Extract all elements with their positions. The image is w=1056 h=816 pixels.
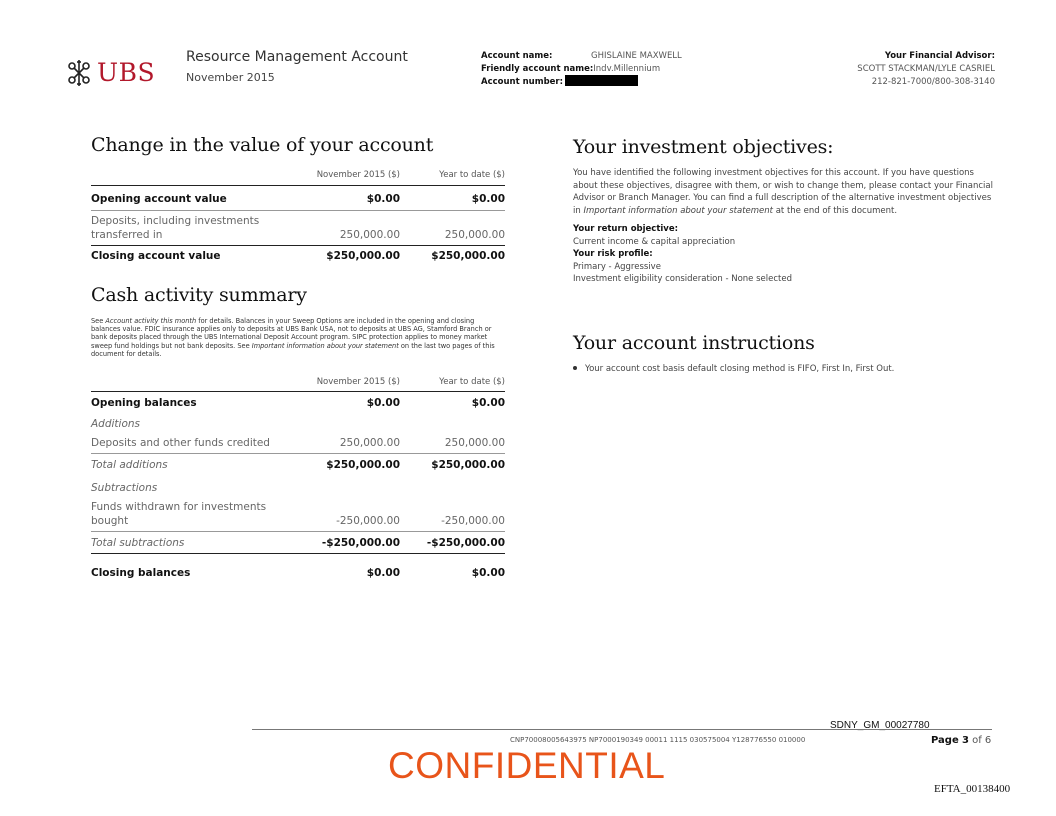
bullet-icon: [573, 366, 577, 370]
confidential-stamp: CONFIDENTIAL: [388, 745, 666, 786]
financial-advisor: [857, 50, 995, 89]
row-month: 250,000.00: [339, 437, 400, 449]
change-value-heading: Change in the value of your account: [91, 134, 434, 156]
row-label: Deposits and other funds credited: [91, 437, 270, 449]
col-header-month: November 2015 ($): [316, 170, 400, 180]
row-label: Subtractions: [91, 482, 158, 494]
efta-number: EFTA_00138400: [934, 783, 1011, 795]
note-text: for details. Balances in your Sweep Options are included in the opening and closing balances value. FDIC insurance applies only to deposits at UBS Bank USA, not to deposits at UBS AG, Stamford Branch or bank deposits placed through the UBS International Deposit Account program. SIPC protection applies to money market sweep fund holdings but not bank deposits. See: [91, 317, 492, 350]
eligibility-consideration: Investment eligibility consideration - None selected: [573, 274, 792, 284]
objectives-paragraph: [573, 167, 993, 217]
paragraph-text: You have identified the following investment objectives for this account. If you have questions about these objectives, disagree with them, or wish to change them, please contact your Financial Advisor or Branch Manager. You can find a full description of the alternative investment objectives in: [573, 168, 993, 216]
row-month: $0.00: [366, 193, 400, 205]
row-month: 250,000.00: [339, 229, 400, 241]
list-item: [573, 364, 894, 374]
cash-activity-heading: Cash activity summary: [91, 284, 307, 306]
row-label: transferred in: [91, 229, 163, 241]
col-header-month: November 2015 ($): [316, 377, 400, 387]
page-number: [931, 735, 991, 746]
instruction-text: Your account cost basis default closing method is FIFO, First In, First Out.: [585, 364, 895, 374]
return-objective-label: Your return objective:: [573, 224, 679, 234]
note-text: on the last two pages of this document for details.: [91, 341, 495, 358]
col-header-ytd: Year to date ($): [439, 170, 505, 180]
row-ytd: 250,000.00: [444, 229, 505, 241]
row-label: Total additions: [91, 459, 168, 471]
divider: [91, 531, 505, 532]
advisor-label: Your Financial Advisor:: [884, 51, 995, 61]
divider: [91, 453, 505, 454]
investment-objectives-heading: Your investment objectives:: [573, 136, 834, 158]
page-total: 6: [984, 735, 992, 746]
page-label: Page: [931, 735, 959, 746]
divider: [91, 245, 505, 246]
risk-profile-label: Your risk profile:: [573, 249, 653, 259]
bates-number: SDNY_GM_00027780: [830, 720, 930, 731]
divider: [91, 553, 505, 554]
row-label: Additions: [91, 418, 141, 430]
return-objective-value: Current income & capital appreciation: [573, 236, 736, 247]
account-name: GHISLAINE MAXWELL: [591, 51, 682, 61]
paragraph-reference: Important information about your statement: [583, 205, 774, 216]
divider: [91, 210, 505, 211]
account-name-label: Account name:: [481, 51, 553, 61]
row-month: -$250,000.00: [321, 537, 400, 549]
row-label: Closing account value: [91, 250, 221, 262]
row-month: $0.00: [366, 397, 400, 409]
row-label: Deposits, including investments: [91, 215, 260, 227]
row-ytd: -$250,000.00: [426, 537, 505, 549]
note-reference: Account activity this month: [105, 317, 197, 325]
keys-icon: [63, 57, 95, 89]
note-reference: Important information about your statement: [251, 341, 399, 350]
friendly-name-label: Friendly account name:: [481, 63, 594, 74]
footer-divider: [252, 729, 992, 730]
row-label: Funds withdrawn for investments: [91, 501, 267, 513]
investment-objectives-body: [573, 167, 993, 286]
row-ytd: $0.00: [471, 567, 505, 579]
account-number-label: Account number:: [481, 77, 564, 87]
row-ytd: $250,000.00: [431, 459, 505, 471]
friendly-name: Indv.Millennium: [593, 63, 661, 74]
row-label: bought: [91, 515, 129, 527]
row-label: Opening balances: [91, 397, 197, 409]
redaction-bar: [565, 75, 638, 86]
account-info: [481, 50, 682, 89]
row-label: Opening account value: [91, 193, 227, 205]
page-current: 3: [961, 735, 969, 746]
ubs-logo: [63, 57, 163, 93]
note-text: See: [91, 317, 106, 325]
divider: [91, 391, 505, 392]
account-instructions-heading: Your account instructions: [573, 332, 815, 354]
row-ytd: $0.00: [471, 193, 505, 205]
brand-name: UBS: [97, 58, 156, 87]
row-label: Total subtractions: [91, 537, 185, 549]
row-ytd: -250,000.00: [441, 515, 505, 527]
cash-activity-note: [91, 317, 505, 358]
col-header-ytd: Year to date ($): [439, 377, 505, 387]
statement-date: November 2015: [186, 71, 275, 84]
row-month: $250,000.00: [326, 459, 400, 471]
row-month: $250,000.00: [326, 250, 400, 262]
paragraph-text: at the end of this document.: [773, 205, 898, 216]
advisor-names: SCOTT STACKMAN/LYLE CASRIEL: [857, 64, 995, 74]
document-code: CNP70008005643975 NP7000190349 00011 1115 030575004 Y128776550 010000: [510, 736, 806, 744]
row-month: -250,000.00: [336, 515, 400, 527]
row-ytd: 250,000.00: [444, 437, 505, 449]
advisor-phone: 212-821-7000/800-308-3140: [871, 77, 995, 87]
row-label: Closing balances: [91, 567, 191, 579]
risk-profile-value: Primary - Aggressive: [573, 261, 661, 272]
row-ytd: $250,000.00: [431, 250, 505, 262]
divider: [91, 185, 505, 186]
page-of: of: [972, 735, 982, 746]
row-month: $0.00: [366, 567, 400, 579]
statement-title: Resource Management Account: [186, 49, 408, 65]
row-ytd: $0.00: [471, 397, 505, 409]
